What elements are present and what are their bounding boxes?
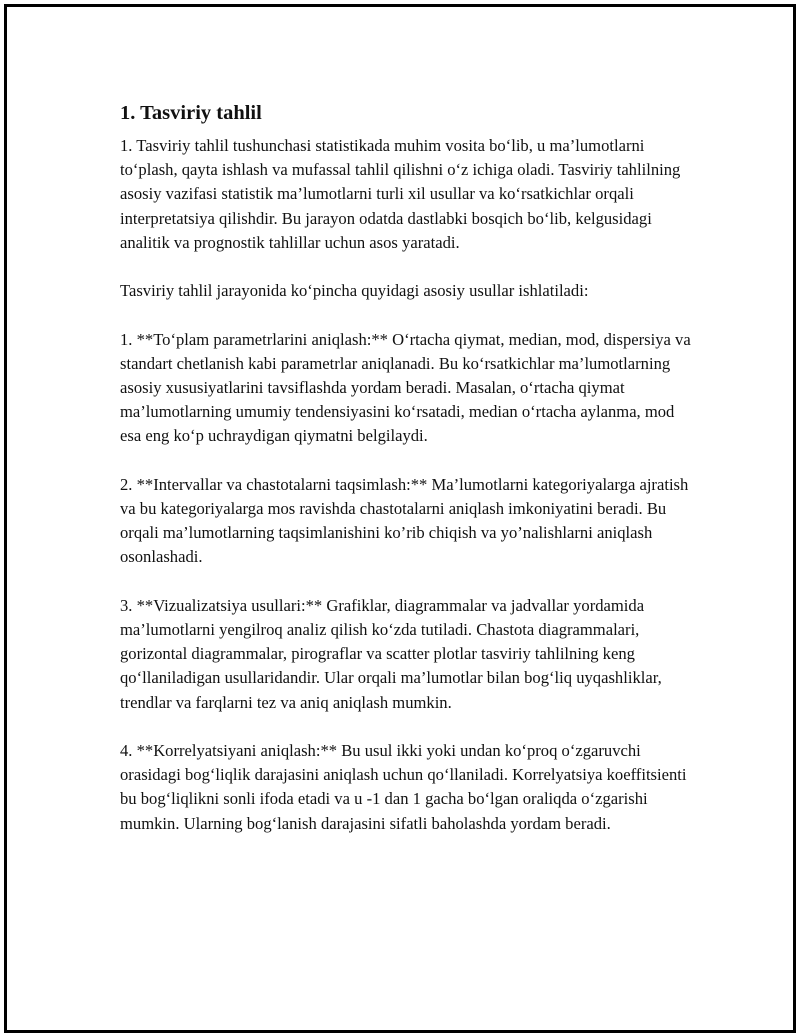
paragraph-item-1: 1. **To‘plam parametrlarini aniqlash:** O‘rtacha qiymat, median, mod, dispersiya va standart chetlanish kabi parametrlar aniqlanadi. Bu ko‘rsatkichlar ma’lumotlarning asosiy xususiyatlarini tavsiflashda yordam beradi. Masalan, o‘rtacha qiymat ma’lumotlarning umumiy tendensiyasini ko‘rsatadi, median o‘rtacha aylanma, mod esa eng ko‘p uchraydigan qiymatni belgilaydi. (120, 329, 691, 446)
paragraph-methods-intro: Tasviriy tahlil jarayonida ko‘pincha quyidagi asosiy usullar ishlatiladi: (120, 281, 589, 301)
section-heading: 1. Tasviriy tahlil (120, 102, 262, 124)
paragraph-item-4: 4. **Korrelyatsiyani aniqlash:** Bu usul ikki yoki undan ko‘proq o‘zgaruvchi orasidagi bog‘liqlik darajasini aniqlash uchun qo‘llaniladi. Korrelyatsiya koeffitsienti bu bog‘liqlikni sonli ifoda etadi va u -1 dan 1 gacha bo‘lgan oraliqda o‘zgarishi mumkin. Ularning bog‘lanish darajasini sifatli baholashda yordam beradi. (120, 741, 687, 833)
document-body (120, 100, 695, 860)
page-frame (4, 4, 796, 1033)
paragraph-item-2: 2. **Intervallar va chastotalarni taqsimlash:** Ma’lumotlarni kategoriyalarga ajratish va bu kategoriyalarga mos ravishda chastotalarni aniqlash imkoniyatini beradi. Bu orqali ma’lumotlarning taqsimlanishini ko’rib chiqish va yo’nalishlarni aniqlash osonlashadi. (120, 474, 689, 567)
paragraph-item-3: 3. **Vizualizatsiya usullari:** Grafiklar, diagrammalar va jadvallar yordamida ma’lumotlarni yengilroq analiz qilish ko‘zda tutiladi. Chastota diagrammalari, gorizontal diagrammalar, pirograflar va scatter plotlar tasviriy tahlilning keng qo‘llaniladigan usullaridandir. Ular orqali ma’lumotlar bilan bog‘liq uyqashliklar, trendlar va farqlarni tez va aniq aniqlash mumkin. (120, 595, 662, 712)
paragraph-intro: 1. Tasviriy tahlil tushunchasi statistikada muhim vosita bo‘lib, u ma’lumotlarni to‘plash, qayta ishlash va mufassal tahlil qilishni o‘z ichiga oladi. Tasviriy tahlilning asosiy vazifasi statistik ma’lumotlarni turli xil usullar va ko‘rsatkichlar orqali interpretatsiya qilishdir. Bu jarayon odatda dastlabki bosqich bo‘lib, kelgusidagi analitik va prognostik tahlillar uchun asos yaratadi. (120, 136, 681, 252)
